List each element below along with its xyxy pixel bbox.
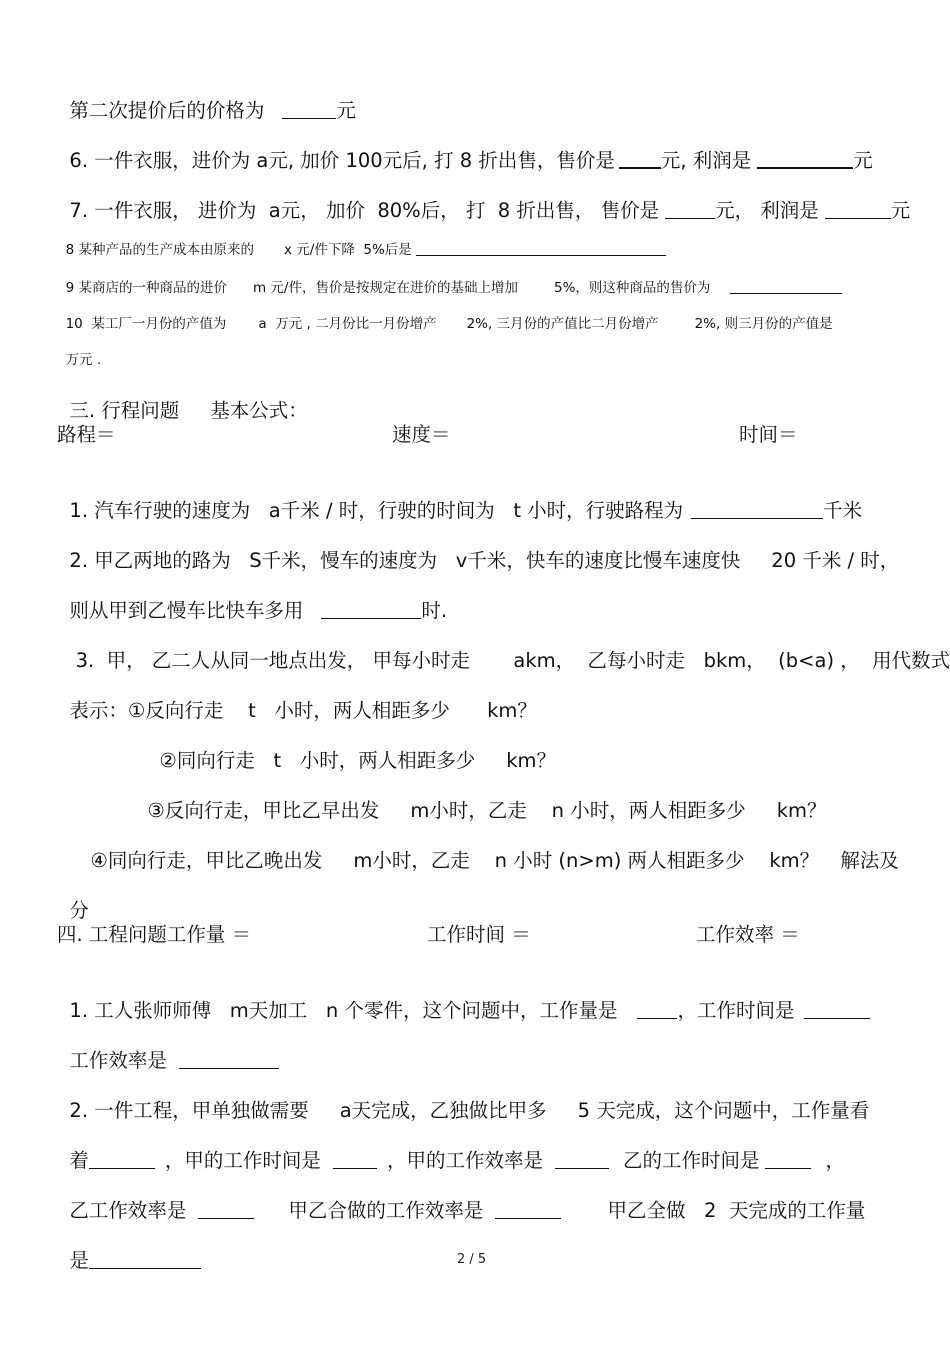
question-6: [57, 122, 873, 174]
answer-blank[interactable]: [555, 1150, 609, 1169]
text: ，工作时间是: [677, 999, 795, 1022]
text: 工作效率是: [69, 1049, 167, 1072]
answer-blank[interactable]: [825, 200, 891, 219]
text: 元: [890, 199, 911, 222]
text: 着: [69, 1149, 89, 1172]
answer-blank[interactable]: [495, 1200, 561, 1219]
text: 1. 工人张师师傅 m天加工 n 个零件，这个问题中，工作量是: [69, 999, 618, 1022]
travel-question-1: [57, 472, 862, 524]
text: 工作效率 ＝: [696, 923, 800, 946]
text: 解法及: [840, 849, 899, 872]
travel-question-3-note-cont: [57, 872, 89, 924]
text: ，: [825, 1149, 845, 1172]
travel-question-3-part3: [135, 772, 827, 824]
text: 7. 一件衣服， 进价为 a元， 加价 80%后， 打 8 折出售， 售价是: [69, 199, 660, 222]
text: 万元 .: [65, 352, 102, 368]
answer-blank[interactable]: [416, 242, 666, 256]
text: ，甲的工作时间是: [164, 1149, 321, 1172]
text: ②同向行走 t 小时，两人相距多少 km？: [159, 749, 557, 772]
section-4-efficiency: [696, 922, 800, 948]
travel-question-3-part4: [78, 822, 819, 874]
answer-blank[interactable]: [89, 1250, 201, 1269]
text: 2%, 则三月份的产值是: [694, 316, 833, 332]
section-3-heading: [57, 372, 308, 424]
work-question-1: [57, 972, 870, 1024]
text: 元, 利润是: [660, 149, 752, 172]
answer-blank[interactable]: [179, 1050, 279, 1069]
text: 元: [853, 149, 873, 172]
answer-blank[interactable]: [619, 149, 661, 169]
text: ④同向行走，甲比乙晚出发 m小时，乙走 n 小时 (n>m) 两人相距多少 km？: [90, 849, 820, 872]
text: 元， 利润是: [715, 199, 819, 222]
answer-blank[interactable]: [637, 1000, 677, 1019]
answer-blank[interactable]: [665, 200, 715, 219]
text: 1. 汽车行驶的速度为 a千米 / 时，行驶的时间为 t 小时，行驶路程为: [69, 499, 684, 522]
text: 3. 甲， 乙二人从同一地点出发， 甲每小时走 akm， 乙每小时走 bkm， (b<a) ， 用代数式: [69, 649, 950, 672]
section-4-worktime: [427, 922, 531, 948]
text: 5%，则这种商品的售价为: [553, 280, 711, 296]
formula-distance: [57, 422, 116, 448]
text: 是: [69, 1249, 89, 1272]
text: 路程＝: [57, 423, 116, 446]
text: 甲乙全做 2 天完成的工作量: [607, 1199, 866, 1222]
work-question-1-cont: [57, 1022, 279, 1074]
answer-blank[interactable]: [282, 100, 336, 119]
text: 8 某种产品的生产成本由原来的: [65, 242, 254, 258]
work-question-2: [57, 1072, 869, 1124]
text: 2. 甲乙两地的路为 S千米，慢车的速度为 v千米，快车的速度比慢车速度快 20 千米 / 时，: [69, 549, 900, 572]
travel-question-3-part1: [57, 672, 537, 724]
text: 速度＝: [392, 423, 451, 446]
text: 工作时间 ＝: [427, 923, 531, 946]
text: 2%, 三月份的产值比二月份增产: [466, 316, 659, 332]
text: 表示：①反向行走 t 小时，两人相距多少 km？: [69, 699, 537, 722]
text: ③反向行走，甲比乙早出发 m小时，乙走 n 小时，两人相距多少 km？: [147, 799, 827, 822]
answer-blank[interactable]: [333, 1150, 377, 1169]
answer-blank[interactable]: [804, 1000, 870, 1019]
text: 6. 一件衣服，进价为 a元, 加价 100元后, 打 8 折出售，售价是: [69, 149, 615, 172]
answer-blank[interactable]: [89, 1150, 155, 1169]
text: 甲乙合做的工作效率是: [288, 1199, 484, 1222]
work-question-2-line3: [57, 1172, 865, 1224]
work-question-2-line2: [57, 1122, 845, 1174]
section-4-workload: [57, 922, 251, 948]
text: 则从甲到乙慢车比快车多用: [69, 599, 304, 622]
text: 10 某工厂一月份的产值为: [65, 316, 227, 332]
question-9: [57, 258, 842, 298]
question-8: [57, 220, 666, 260]
work-question-2-line4: [57, 1222, 201, 1274]
text: 元: [336, 99, 356, 122]
text: 乙工作效率是: [69, 1199, 187, 1222]
text: 第二次提价后的价格为: [69, 99, 265, 122]
travel-question-3: [57, 622, 950, 674]
answer-blank[interactable]: [757, 149, 853, 169]
text: 乙的工作时间是: [622, 1149, 760, 1172]
answer-blank[interactable]: [730, 280, 842, 294]
text: 分: [69, 899, 89, 922]
text: ，甲的工作效率是: [386, 1149, 543, 1172]
text: m 元/件，售价是按规定在进价的基础上增加: [252, 280, 518, 296]
travel-question-3-note: [828, 822, 899, 874]
question-10: [57, 294, 833, 334]
text: x 元/件下降 5%后是: [283, 242, 412, 258]
question-10-cont: [57, 330, 101, 370]
answer-blank[interactable]: [321, 600, 421, 619]
formula-time: [739, 422, 798, 448]
text: 三. 行程问题 基本公式：: [69, 399, 308, 422]
text: 9 某商店的一种商品的进价: [65, 280, 227, 296]
text: 千米: [823, 499, 863, 522]
question-7: [57, 172, 910, 224]
text: 时.: [421, 599, 448, 622]
formula-speed: [392, 422, 451, 448]
text: 四. 工程问题工作量 ＝: [57, 923, 252, 946]
page-number: 2 / 5: [457, 1252, 487, 1267]
travel-question-2-cont: [57, 572, 447, 624]
line-1: [57, 72, 356, 124]
answer-blank[interactable]: [765, 1150, 811, 1169]
answer-blank[interactable]: [198, 1200, 254, 1219]
travel-question-3-part2: [147, 722, 556, 774]
travel-question-2: [57, 522, 899, 574]
text: a 万元 , 二月份比一月份增产: [258, 316, 437, 332]
text: 时间＝: [739, 423, 798, 446]
text: 2. 一件工程，甲单独做需要 a天完成，乙独做比甲多 5 天完成，这个问题中，工作量看: [69, 1099, 870, 1122]
answer-blank[interactable]: [691, 500, 823, 519]
